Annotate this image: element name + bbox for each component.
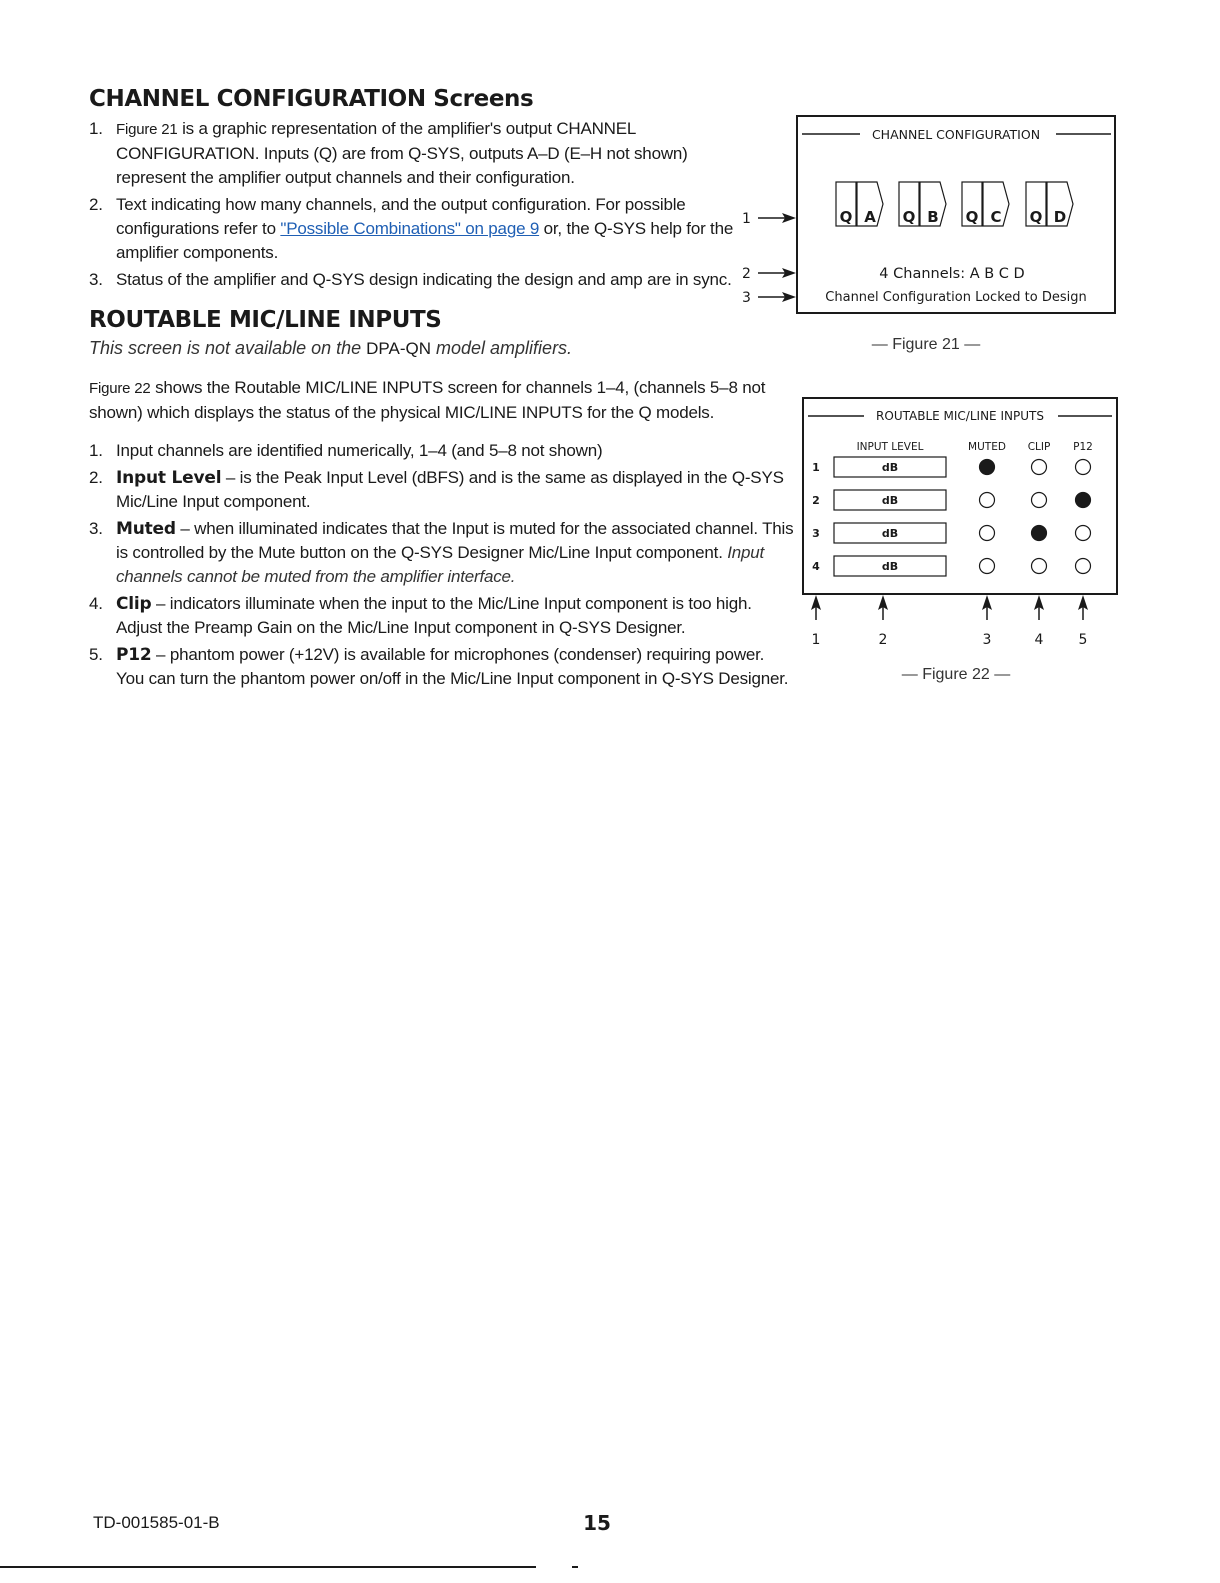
svg-text:1: 1 bbox=[811, 632, 821, 648]
list-item: 2. Text indicating how many channels, and the output configuration. For possible configurations refer to "Possible Combinations" on page 9 or, the Q-SYS help for the amplifier components. bbox=[89, 195, 734, 262]
channels-text: 4 Channels: A B C D bbox=[879, 266, 1025, 282]
channel-config-list bbox=[89, 117, 739, 295]
output-label: A bbox=[864, 208, 876, 226]
clip-indicator bbox=[1032, 559, 1047, 574]
input-label: Q bbox=[839, 208, 853, 226]
figure-21-channel-configuration bbox=[738, 110, 1122, 320]
figure-21-caption: — Figure 21 — bbox=[871, 336, 981, 353]
footer-rule-mark bbox=[572, 1566, 578, 1568]
term-p12: P12 bbox=[116, 645, 152, 665]
callout-3 bbox=[742, 290, 796, 306]
p12-indicator bbox=[1076, 460, 1091, 475]
input-level-label: dB bbox=[881, 494, 899, 507]
muted-indicator bbox=[980, 460, 995, 475]
callout-4 bbox=[1034, 595, 1044, 648]
channel-number: 1 bbox=[812, 461, 820, 474]
list-item: 4. Clip – indicators illuminate when the input to the Mic/Line Input component is too high. Adjust the Preamp Gain on the Mic/Line Input component in Q-SYS Designer. bbox=[89, 594, 752, 637]
channel-block-a bbox=[836, 182, 883, 226]
input-level-label: dB bbox=[881, 527, 899, 540]
header-clip: CLIP bbox=[1027, 441, 1051, 453]
clip-indicator bbox=[1032, 460, 1047, 475]
channel-block-b bbox=[899, 182, 946, 226]
callout-2 bbox=[878, 595, 888, 648]
list-item: 1. Figure 21 is a graphic representation of the amplifier's output CHANNEL CONFIGURATION. Inputs (Q) are from Q-SYS, outputs A–D (E–H not shown) represent the amplifier output channels and their configuration. bbox=[89, 119, 688, 187]
svg-text:1: 1 bbox=[742, 211, 751, 227]
figure-22-caption: — Figure 22 — bbox=[901, 666, 1011, 683]
p12-indicator bbox=[1076, 559, 1091, 574]
output-label: B bbox=[927, 208, 939, 226]
figure-22-routable-inputs bbox=[800, 395, 1122, 655]
input-level-label: dB bbox=[881, 461, 899, 474]
p12-indicator bbox=[1076, 526, 1091, 541]
model-name: DPA-QN bbox=[366, 339, 432, 358]
term-muted: Muted bbox=[116, 519, 176, 539]
clip-indicator bbox=[1032, 526, 1047, 541]
footer-rule bbox=[0, 1566, 536, 1568]
header-muted: MUTED bbox=[968, 441, 1006, 453]
document-id: TD-001585-01-B bbox=[93, 1513, 220, 1532]
svg-text:3: 3 bbox=[742, 290, 751, 306]
channel-number: 2 bbox=[812, 494, 820, 507]
section-heading-routable-inputs: ROUTABLE MIC/LINE INPUTS bbox=[89, 307, 442, 333]
input-label: Q bbox=[902, 208, 916, 226]
figure-22-intro: Figure 22 shows the Routable MIC/LINE INPUTS screen for channels 1–4, (channels 5–8 not shown) which displays the status of the physical MIC/LINE INPUTS for the Q models. bbox=[89, 378, 766, 422]
channel-number: 4 bbox=[812, 560, 820, 573]
header-input-level: INPUT LEVEL bbox=[856, 441, 924, 453]
figure-22-title: ROUTABLE MIC/LINE INPUTS bbox=[876, 409, 1044, 423]
callout-5 bbox=[1078, 595, 1088, 648]
muted-indicator bbox=[980, 526, 995, 541]
channel-block-d bbox=[1026, 182, 1073, 226]
output-label: D bbox=[1053, 208, 1067, 226]
term-clip: Clip bbox=[116, 594, 152, 614]
svg-text:3: 3 bbox=[982, 632, 992, 648]
channel-number: 3 bbox=[812, 527, 820, 540]
callout-2 bbox=[742, 266, 796, 282]
routable-inputs-list bbox=[89, 439, 794, 694]
input-level-label: dB bbox=[881, 560, 899, 573]
list-item: 3. Status of the amplifier and Q-SYS design indicating the design and amp are in sync. bbox=[89, 270, 732, 289]
term-input-level: Input Level bbox=[116, 468, 222, 488]
list-item: 3. Muted – when illuminated indicates that the Input is muted for the associated channel. This is controlled by the Mute button on the Q-SYS Designer Mic/Line Input component. Input channels cannot be muted from the amplifier interface. bbox=[89, 519, 794, 586]
clip-indicator bbox=[1032, 493, 1047, 508]
muted-indicator bbox=[980, 559, 995, 574]
availability-note: This screen is not available on the DPA-QN model amplifiers. bbox=[89, 338, 573, 358]
header-p12: P12 bbox=[1073, 441, 1093, 453]
figure-21-title: CHANNEL CONFIGURATION bbox=[871, 127, 1041, 142]
muted-indicator bbox=[980, 493, 995, 508]
list-item: 5. P12 – phantom power (+12V) is available for microphones (condenser) requiring power. You can turn the phantom power on/off in the Mic/Line Input component in Q-SYS Designer. bbox=[89, 645, 789, 688]
channel-block-c bbox=[962, 182, 1009, 226]
output-label: C bbox=[990, 208, 1002, 226]
page-number: 15 bbox=[583, 1511, 611, 1535]
status-text: Channel Configuration Locked to Design bbox=[825, 290, 1087, 305]
input-label: Q bbox=[1029, 208, 1043, 226]
input-label: Q bbox=[965, 208, 979, 226]
figure-reference[interactable]: Figure 22 bbox=[89, 380, 151, 397]
svg-text:2: 2 bbox=[878, 632, 888, 648]
muted-note: Input channels cannot be muted from the amplifier interface. bbox=[116, 543, 765, 586]
list-item: 2. Input Level – is the Peak Input Level (dBFS) and is the same as displayed in the Q-SYS Mic/Line Input component. bbox=[89, 468, 784, 511]
svg-text:2: 2 bbox=[742, 266, 751, 282]
possible-combinations-link[interactable]: "Possible Combinations" on page 9 bbox=[280, 219, 540, 238]
p12-indicator bbox=[1076, 493, 1091, 508]
section-heading-channel-configuration: CHANNEL CONFIGURATION Screens bbox=[89, 86, 534, 112]
callout-1 bbox=[811, 595, 821, 648]
callout-1 bbox=[742, 211, 796, 227]
figure-reference[interactable]: Figure 21 bbox=[116, 121, 178, 138]
svg-text:4: 4 bbox=[1034, 632, 1044, 648]
callout-3 bbox=[982, 595, 992, 648]
list-item: 1. Input channels are identified numerically, 1–4 (and 5–8 not shown) bbox=[89, 441, 603, 460]
svg-text:5: 5 bbox=[1078, 632, 1088, 648]
